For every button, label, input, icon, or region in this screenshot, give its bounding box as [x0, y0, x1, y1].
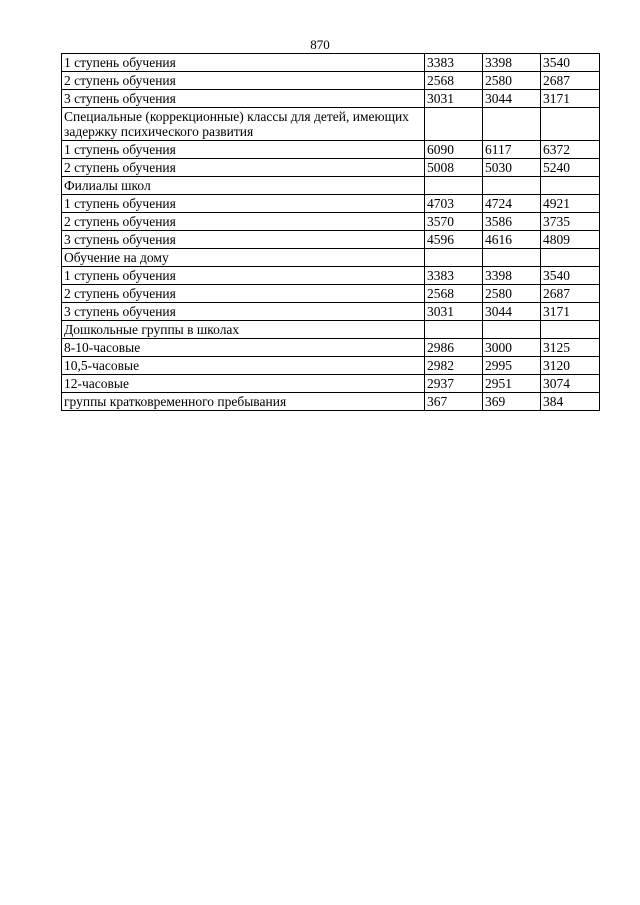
- row-label: 3 ступень обучения: [62, 303, 425, 321]
- row-value-3: 5240: [541, 159, 600, 177]
- row-value-3: 3120: [541, 357, 600, 375]
- row-label: 2 ступень обучения: [62, 213, 425, 231]
- row-value-3: 3735: [541, 213, 600, 231]
- table-body: [62, 54, 600, 411]
- row-value-2: [483, 177, 541, 195]
- table-row: [62, 321, 600, 339]
- row-value-2: [483, 108, 541, 141]
- row-value-3: 2687: [541, 72, 600, 90]
- row-label: 1 ступень обучения: [62, 267, 425, 285]
- row-label: 1 ступень обучения: [62, 54, 425, 72]
- table-row: [62, 375, 600, 393]
- table-row: [62, 108, 600, 141]
- row-value-1: 3383: [425, 267, 483, 285]
- row-value-1: 4703: [425, 195, 483, 213]
- row-value-1: 2986: [425, 339, 483, 357]
- row-label: группы кратковременного пребывания: [62, 393, 425, 411]
- row-label: 8-10-часовые: [62, 339, 425, 357]
- table-row: [62, 90, 600, 108]
- row-value-2: 369: [483, 393, 541, 411]
- row-value-2: [483, 249, 541, 267]
- row-label: Дошкольные группы в школах: [62, 321, 425, 339]
- row-value-1: [425, 249, 483, 267]
- row-value-3: 3540: [541, 267, 600, 285]
- row-value-1: 2568: [425, 72, 483, 90]
- row-value-2: 3044: [483, 90, 541, 108]
- row-label: Обучение на дому: [62, 249, 425, 267]
- row-value-3: 3125: [541, 339, 600, 357]
- row-label: 10,5-часовые: [62, 357, 425, 375]
- row-value-2: 2995: [483, 357, 541, 375]
- row-value-2: 3044: [483, 303, 541, 321]
- row-value-1: 3383: [425, 54, 483, 72]
- row-value-2: 5030: [483, 159, 541, 177]
- row-value-2: 3398: [483, 267, 541, 285]
- row-value-1: 4596: [425, 231, 483, 249]
- table-row: [62, 141, 600, 159]
- table-row: [62, 249, 600, 267]
- row-label: 12-часовые: [62, 375, 425, 393]
- row-value-2: 6117: [483, 141, 541, 159]
- row-value-2: 2580: [483, 72, 541, 90]
- row-value-3: 384: [541, 393, 600, 411]
- row-value-3: 3074: [541, 375, 600, 393]
- row-value-3: [541, 108, 600, 141]
- table-row: [62, 267, 600, 285]
- row-value-1: 2982: [425, 357, 483, 375]
- row-value-1: [425, 321, 483, 339]
- table-row: [62, 303, 600, 321]
- row-value-1: 3570: [425, 213, 483, 231]
- row-value-3: 3540: [541, 54, 600, 72]
- row-value-2: 3000: [483, 339, 541, 357]
- row-value-1: 2937: [425, 375, 483, 393]
- row-value-3: [541, 249, 600, 267]
- row-value-3: 6372: [541, 141, 600, 159]
- row-label: 1 ступень обучения: [62, 141, 425, 159]
- row-value-2: 4724: [483, 195, 541, 213]
- data-table: [61, 53, 600, 411]
- row-label: 1 ступень обучения: [62, 195, 425, 213]
- row-value-3: [541, 177, 600, 195]
- row-label: Специальные (коррекционные) классы для детей, имеющих задержку психического развития: [62, 108, 425, 141]
- row-label: 2 ступень обучения: [62, 72, 425, 90]
- table-row: [62, 231, 600, 249]
- table-row: [62, 285, 600, 303]
- table-row: [62, 357, 600, 375]
- table-row: [62, 393, 600, 411]
- row-value-2: 2951: [483, 375, 541, 393]
- page-number: 870: [310, 37, 330, 52]
- row-value-3: 3171: [541, 90, 600, 108]
- table-row: [62, 159, 600, 177]
- row-label: 3 ступень обучения: [62, 231, 425, 249]
- row-value-3: 2687: [541, 285, 600, 303]
- row-value-1: 367: [425, 393, 483, 411]
- row-value-1: [425, 108, 483, 141]
- table-row: [62, 213, 600, 231]
- table-row: [62, 54, 600, 72]
- row-value-3: 4809: [541, 231, 600, 249]
- row-value-2: [483, 321, 541, 339]
- row-value-2: 4616: [483, 231, 541, 249]
- table-row: [62, 195, 600, 213]
- row-value-2: 2580: [483, 285, 541, 303]
- row-value-1: 2568: [425, 285, 483, 303]
- table-row: [62, 339, 600, 357]
- table-row: [62, 72, 600, 90]
- row-value-1: 6090: [425, 141, 483, 159]
- row-value-2: 3586: [483, 213, 541, 231]
- table-row: [62, 177, 600, 195]
- row-label: 3 ступень обучения: [62, 90, 425, 108]
- row-label: Филиалы школ: [62, 177, 425, 195]
- row-label: 2 ступень обучения: [62, 285, 425, 303]
- row-value-1: 3031: [425, 303, 483, 321]
- row-value-2: 3398: [483, 54, 541, 72]
- row-value-1: 5008: [425, 159, 483, 177]
- row-label: 2 ступень обучения: [62, 159, 425, 177]
- row-value-3: 4921: [541, 195, 600, 213]
- row-value-1: [425, 177, 483, 195]
- row-value-3: [541, 321, 600, 339]
- row-value-3: 3171: [541, 303, 600, 321]
- row-value-1: 3031: [425, 90, 483, 108]
